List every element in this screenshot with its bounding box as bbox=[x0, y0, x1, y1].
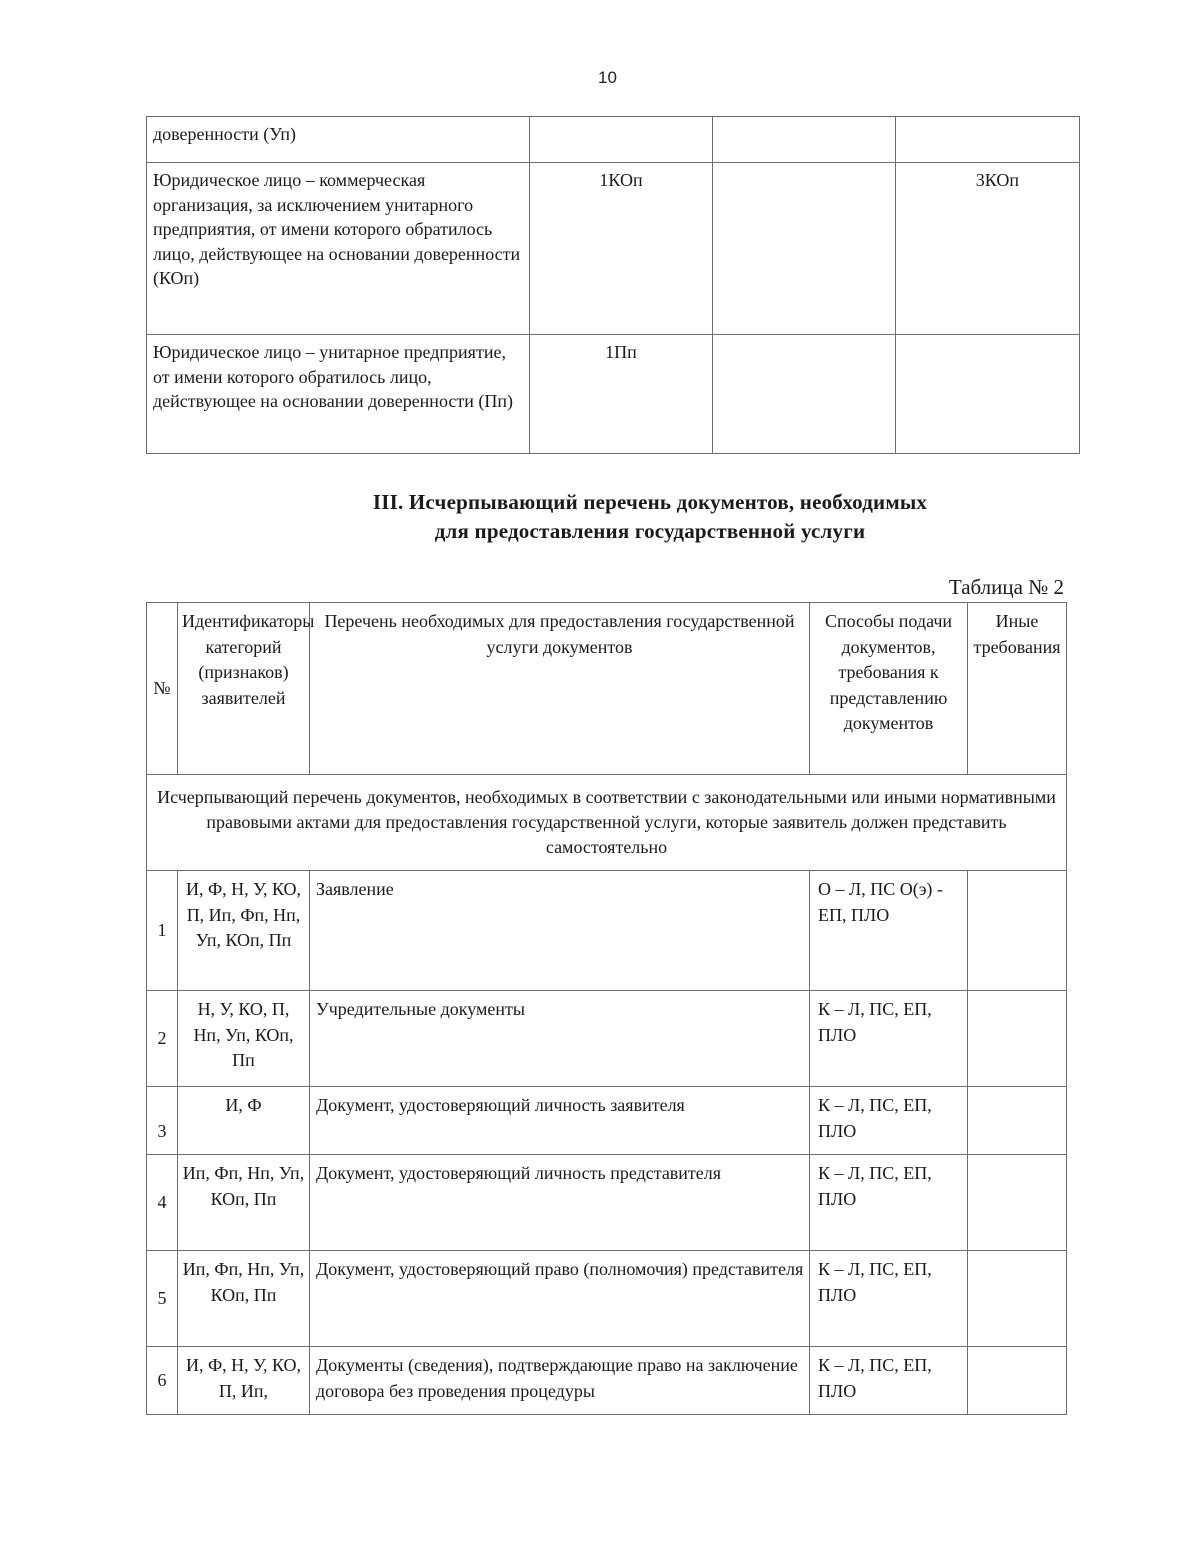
page-number: 10 bbox=[598, 68, 617, 87]
code-cell: 1Пп bbox=[530, 335, 713, 454]
submission-method: О – Л, ПС О(э) - ЕП, ПЛО bbox=[810, 871, 968, 991]
table-row bbox=[147, 1155, 1067, 1251]
row-number: 5 bbox=[147, 1251, 178, 1347]
table-row bbox=[147, 1087, 1067, 1155]
category-cell: Юридическое лицо – коммерческая организация, за исключением унитарного предприятия, от имени которого обратилось лицо, действующее на основании доверенности (КОп) bbox=[147, 163, 530, 335]
table-header-row bbox=[147, 603, 1067, 775]
other-requirements bbox=[968, 1347, 1067, 1415]
code-cell bbox=[530, 117, 713, 163]
documents-table bbox=[146, 602, 1067, 1415]
code-cell bbox=[713, 117, 896, 163]
section-heading bbox=[150, 488, 1150, 546]
submission-method: К – Л, ПС, ЕП, ПЛО bbox=[810, 1155, 968, 1251]
table-row bbox=[147, 163, 1080, 335]
table-subheading-row bbox=[147, 775, 1067, 871]
other-requirements bbox=[968, 991, 1067, 1087]
document-name: Документ, удостоверяющий право (полномочия) представителя bbox=[310, 1251, 810, 1347]
category-cell: Юридическое лицо – унитарное предприятие, от имени которого обратилось лицо, действующее на основании доверенности (Пп) bbox=[147, 335, 530, 454]
submission-method: К – Л, ПС, ЕП, ПЛО bbox=[810, 1087, 968, 1155]
table-row bbox=[147, 117, 1080, 163]
code-cell bbox=[896, 117, 1080, 163]
table-row bbox=[147, 335, 1080, 454]
row-number: 4 bbox=[147, 1155, 178, 1251]
row-number: 2 bbox=[147, 991, 178, 1087]
category-cell: доверенности (Уп) bbox=[147, 117, 530, 163]
section-heading-line: III. Исчерпывающий перечень документов, необходимых bbox=[372, 490, 928, 514]
code-cell bbox=[713, 335, 896, 454]
table-row bbox=[147, 991, 1067, 1087]
row-number: 1 bbox=[147, 871, 178, 991]
table-caption: Таблица № 2 bbox=[948, 575, 1064, 599]
section-heading-line: для предоставления государственной услуги bbox=[434, 519, 866, 543]
table-row bbox=[147, 1251, 1067, 1347]
row-number: 3 bbox=[147, 1087, 178, 1155]
table-row bbox=[147, 1347, 1067, 1415]
applicant-identifiers: И, Ф bbox=[178, 1087, 310, 1155]
document-name: Документы (сведения), подтверждающие право на заключение договора без проведения процедуры bbox=[310, 1347, 810, 1415]
submission-method: К – Л, ПС, ЕП, ПЛО bbox=[810, 991, 968, 1087]
applicant-identifiers: Ип, Фп, Нп, Уп, КОп, Пп bbox=[178, 1251, 310, 1347]
code-cell: 1КОп bbox=[530, 163, 713, 335]
column-header-methods: Способы подачи документов, требования к представлению документов bbox=[810, 603, 968, 775]
other-requirements bbox=[968, 1087, 1067, 1155]
other-requirements bbox=[968, 1251, 1067, 1347]
document-name: Заявление bbox=[310, 871, 810, 991]
applicant-identifiers: И, Ф, Н, У, КО, П, Ип, bbox=[178, 1347, 310, 1415]
document-name: Документ, удостоверяющий личность представителя bbox=[310, 1155, 810, 1251]
code-cell: 3КОп bbox=[896, 163, 1080, 335]
document-name: Учредительные документы bbox=[310, 991, 810, 1087]
applicant-categories-table bbox=[146, 116, 1080, 454]
column-header-documents: Перечень необходимых для предоставления государственной услуги документов bbox=[310, 603, 810, 775]
applicant-identifiers: И, Ф, Н, У, КО, П, Ип, Фп, Нп, Уп, КОп, Пп bbox=[178, 871, 310, 991]
applicant-identifiers: Н, У, КО, П, Нп, Уп, КОп, Пп bbox=[178, 991, 310, 1087]
other-requirements bbox=[968, 871, 1067, 991]
code-cell bbox=[896, 335, 1080, 454]
other-requirements bbox=[968, 1155, 1067, 1251]
column-header-num: № bbox=[147, 603, 178, 775]
column-header-other: Иные требования bbox=[968, 603, 1067, 775]
code-cell bbox=[713, 163, 896, 335]
document-name: Документ, удостоверяющий личность заявителя bbox=[310, 1087, 810, 1155]
applicant-identifiers: Ип, Фп, Нп, Уп, КОп, Пп bbox=[178, 1155, 310, 1251]
column-header-identifiers: Идентификаторы категорий (признаков) заявителей bbox=[178, 603, 310, 775]
table-row bbox=[147, 871, 1067, 991]
submission-method: К – Л, ПС, ЕП, ПЛО bbox=[810, 1347, 968, 1415]
submission-method: К – Л, ПС, ЕП, ПЛО bbox=[810, 1251, 968, 1347]
row-number: 6 bbox=[147, 1347, 178, 1415]
table-subheading: Исчерпывающий перечень документов, необходимых в соответствии с законодательными или иными нормативными правовыми актами для предоставления государственной услуги, которые заявитель должен представить самостоятельно bbox=[147, 775, 1067, 871]
